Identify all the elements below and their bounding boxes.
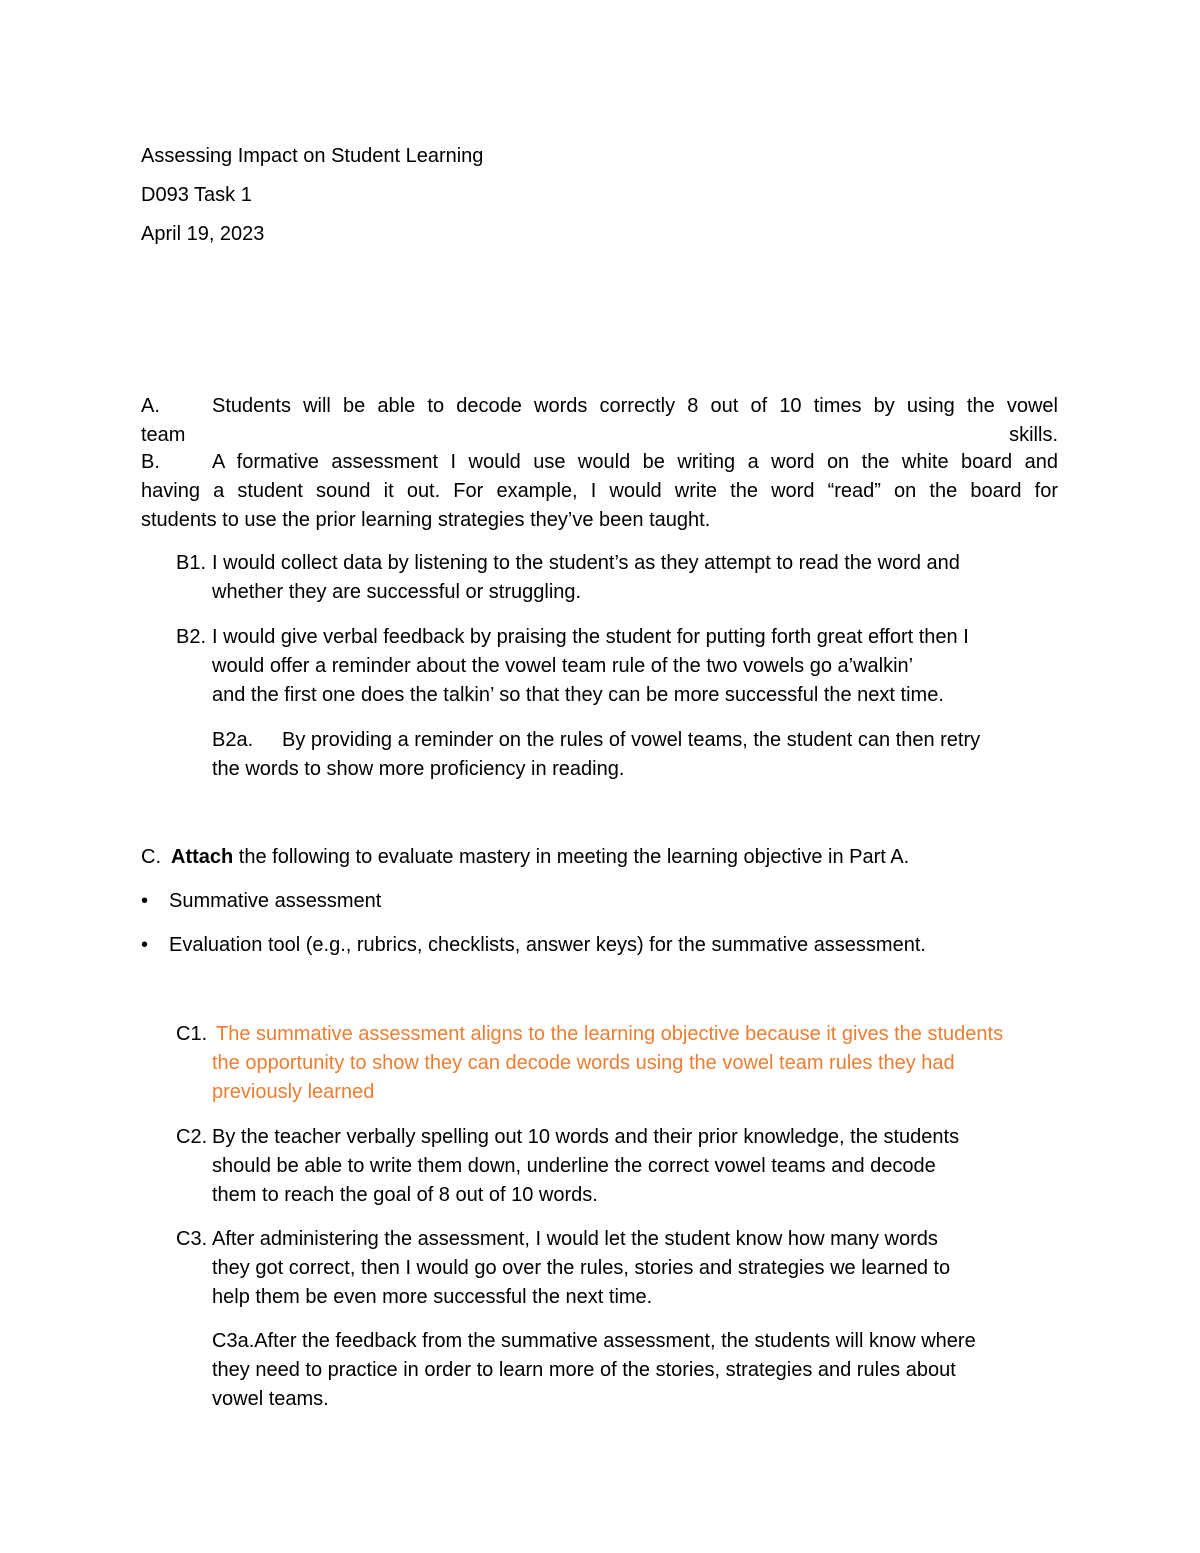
item-c1-text2: the opportunity to show they can decode words using the vowel team rules they had bbox=[212, 1052, 955, 1074]
item-c3-text2: they got correct, then I would go over the rules, stories and strategies we learned to bbox=[212, 1257, 951, 1279]
item-c3a-text2: they need to practice in order to learn more of the stories, strategies and rules about bbox=[212, 1359, 956, 1381]
item-c3a bbox=[212, 1327, 1062, 1414]
section-c-text: the following to evaluate mastery in meeting the learning objective in Part A. bbox=[238, 846, 910, 868]
item-c1-text3: previously learned bbox=[212, 1081, 375, 1103]
bullet-item bbox=[141, 887, 1058, 916]
section-c-bold: Attach bbox=[171, 846, 234, 868]
item-c3-label: C3. bbox=[176, 1228, 208, 1250]
section-b-line1 bbox=[141, 448, 1058, 477]
item-b2-label: B2. bbox=[176, 626, 207, 648]
item-b2 bbox=[176, 623, 1056, 710]
item-c1-text1: The summative assessment aligns to the learning objective because it gives the students bbox=[216, 1023, 1004, 1045]
section-a-text2-right: skills. bbox=[1009, 424, 1058, 446]
item-c3a-text3: vowel teams. bbox=[212, 1388, 329, 1410]
section-b-label: B. bbox=[141, 451, 160, 473]
section-b bbox=[141, 448, 1058, 535]
item-c1-label: C1. bbox=[176, 1023, 208, 1045]
bullet-item bbox=[141, 931, 1058, 960]
item-c2 bbox=[176, 1123, 1056, 1210]
section-a-line2 bbox=[141, 421, 1058, 450]
item-b2-text3: and the first one does the talkin’ so that they can be more successful the next time. bbox=[212, 684, 944, 706]
document-title: Assessing Impact on Student Learning bbox=[141, 145, 484, 167]
item-c3-text3: help them be even more successful the next time. bbox=[212, 1286, 653, 1308]
item-b1-text2: whether they are successful or struggling. bbox=[212, 581, 582, 603]
item-c2-label: C2. bbox=[176, 1126, 208, 1148]
item-b2-text1: I would give verbal feedback by praising the student for putting forth great effort then I bbox=[212, 626, 969, 648]
section-b-text3: students to use the prior learning strategies they’ve been taught. bbox=[141, 509, 711, 531]
item-c3a-label: C3a. bbox=[212, 1330, 255, 1352]
item-b2-text2: would offer a reminder about the vowel team rule of the two vowels go a’walkin’ bbox=[212, 655, 914, 677]
item-b2a-text2: the words to show more proficiency in reading. bbox=[212, 758, 625, 780]
section-b-text2: having a student sound it out. For example, I would write the word “read” on the board for bbox=[141, 480, 1058, 502]
item-c3a-text1: After the feedback from the summative assessment, the students will know where bbox=[254, 1330, 976, 1352]
item-c2-text1: By the teacher verbally spelling out 10 words and their prior knowledge, the students bbox=[212, 1126, 960, 1148]
item-b1-text1: I would collect data by listening to the student’s as they attempt to read the word and bbox=[212, 552, 960, 574]
section-c-label: C. bbox=[141, 846, 161, 868]
item-b2a-text1: By providing a reminder on the rules of vowel teams, the student can then retry bbox=[282, 729, 981, 751]
item-b1 bbox=[176, 549, 1056, 607]
section-a-text1: Students will be able to decode words correctly 8 out of 10 times by using the vowel bbox=[212, 395, 1058, 417]
item-c3-text1: After administering the assessment, I would let the student know how many words bbox=[212, 1228, 938, 1250]
section-a-label: A. bbox=[141, 395, 160, 417]
task-code: D093 Task 1 bbox=[141, 184, 252, 206]
item-b2a bbox=[212, 726, 1052, 784]
document-date: April 19, 2023 bbox=[141, 223, 265, 245]
item-b1-label: B1. bbox=[176, 552, 207, 574]
bullet-text: Summative assessment bbox=[169, 890, 382, 912]
bullet-dot: • bbox=[141, 890, 149, 912]
bullet-text: Evaluation tool (e.g., rubrics, checklists, answer keys) for the summative assessment. bbox=[169, 934, 926, 956]
section-a-text2-left: team bbox=[141, 424, 186, 446]
item-c2-text2: should be able to write them down, underline the correct vowel teams and decode bbox=[212, 1155, 936, 1177]
item-c3 bbox=[176, 1225, 1056, 1312]
bullet-dot: • bbox=[141, 934, 149, 956]
section-a-line1 bbox=[141, 392, 1058, 421]
section-c bbox=[141, 843, 1058, 872]
section-a bbox=[141, 392, 1058, 450]
item-c1 bbox=[176, 1020, 1066, 1107]
item-c2-text3: them to reach the goal of 8 out of 10 words. bbox=[212, 1184, 598, 1206]
item-b2a-label: B2a. bbox=[212, 729, 254, 751]
section-b-text1: A formative assessment I would use would be writing a word on the white board and bbox=[212, 451, 1058, 473]
